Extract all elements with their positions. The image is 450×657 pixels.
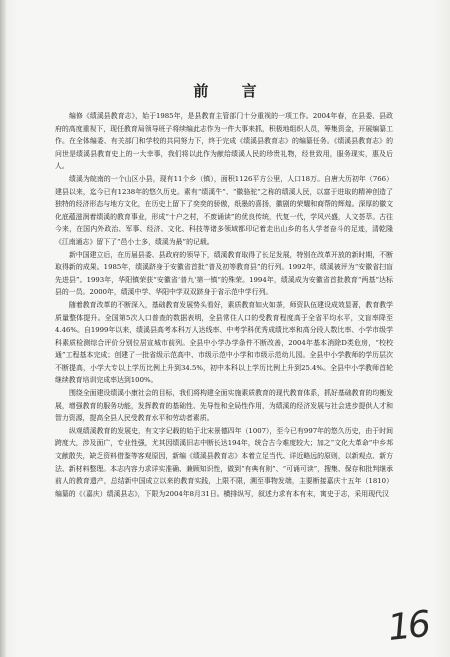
paragraph: 编修《绩溪县教育志》，始于1985年，是县教育主管部门十分重视的一项工作。2004年春，在县委、县政府的高度重视下，现任教育局领导班子将续编此志作为一件大事来抓，积极地组织人员，筹集资金，开展编纂工作。在全体编委、有关部门和学校的共同努力下，终于完成《绩溪县教育志》的编纂任务。《绩溪县教育志》的问世是绩溪县教育史上的一大幸事，我们将以此作为献给绩溪人民的珍贵礼物，经世致用，服务现实，惠及后人。 bbox=[55, 112, 393, 171]
handwritten-page-number: 16 bbox=[386, 604, 431, 649]
paragraph: 纵观绩溪教育的发展史，有文字记载的始于北宋景德四年（1007），至今已有997年的悠久历史，由于时间跨度大，涉及面广，专业性强，尤其因绩溪旧志中断长达194年，统合古今难度较大；加之“文化大革命”中乡邦文献散失，缺乏资料借鉴等客观原因，新编《绩溪县教育志》本着立足当代、详近略远的原则，以新观点、新方法、新材料整理。本志内容力求详实准确、兼顾知识性，做到“有典有则”、“可诵可读”，搜集、保存和批判继承前人的教育遗产，总结新中国成立以来的教育实践，上限不限，溯至事物发端，主要断接嘉庆十五年（1810）编纂的《（嘉庆）绩溪县志》，下限为2004年8月31日。横排纵写，叙述力求有本有末，寓史于志，采用现代汉 bbox=[55, 426, 393, 498]
preface-body bbox=[55, 110, 393, 500]
paragraph: 随着教育改革的不断深入，基础教育发展势头看好，素质教育如火如荼，师资队伍建设成效显著，教育教学质量整体提升。全国第5次人口普查的数据表明，全县常住人口的受教育程度高于全省平均水平，文盲率降至4.46%。自1999年以来，绩溪县高考本科万人达线率、中考学科优秀成绩比率和高分段人数比率、小学市级学科素质检测综合评价分别位居宣城市前列。全县中小学办学条件不断改善，2004年基本消除D类危房，“校校通”工程基本完成；创建了一批省级示范高中、市级示范中小学和市级示范幼儿园。全县中小学教师的学历层次不断提高，小学大专以上学历比例上升到34.5%，初中本科以上学历比例上升到25.4%。全县中小学教师首轮继续教育培训完成率达到100%。 bbox=[55, 300, 393, 385]
page-title: 前 言 bbox=[193, 82, 271, 100]
paragraph: 新中国建立后，在历届县委、县政府的领导下，绩溪教育取得了长足发展，特别在改革开放的新时期，不断取得新的成果。1985年，绩溪跻身于安徽省首批“普及初等教育县”的行列。1992年，绩溪被评为“安徽省扫盲先进县”。1993年，华阳镇荣获“安徽省‘普九’第一镇”的殊荣。1994年，绩溪成为安徽省首批教育“两基”达标县的一员。2000年，绩溪中学、华阳中学双双跻身于省示范中学行列。 bbox=[55, 250, 393, 297]
paragraph: 绩溪为皖南的一个山区小县，现有11个乡（镇），面积1126平方公里，人口18万。自唐大历初年（766）建县以来，迄今已有1238年的悠久历史。素有“绩溪牛”、“徽骆驼”之称的绩溪人民，以富于进取的精神创造了独特的经济形态与地方文化，在历史上留下了奕奕的骄傲，纸墨的喜扬，徽剧的荣耀和商帮的辉煌。深厚的徽文化底蕴滋润着绩溪的教育事业，形成“十户之村，不废诵读”的优良传统，代复一代，学风兴盛，人文荟萃。古往今来，在国内外政治、军事、经济、文化、科技等诸多领域都印记着走出山乡的名人学者奋斗的足迹，清乾隆《江南通志》留下了“邑小士多，绩溪为最”的记载。 bbox=[55, 174, 393, 246]
paragraph: 围绕全面建设绩溪小康社会的目标，我们将构建全面实施素质教育的现代教育体系，抓好基础教育的均衡发展，增强教育的服务功能，发挥教育的基础性、先导性和全局性作用，为绩溪的经济发展与社会进步提供人才和智力资源，提高全县人民受教育水平和劳动者素质。 bbox=[55, 389, 393, 423]
